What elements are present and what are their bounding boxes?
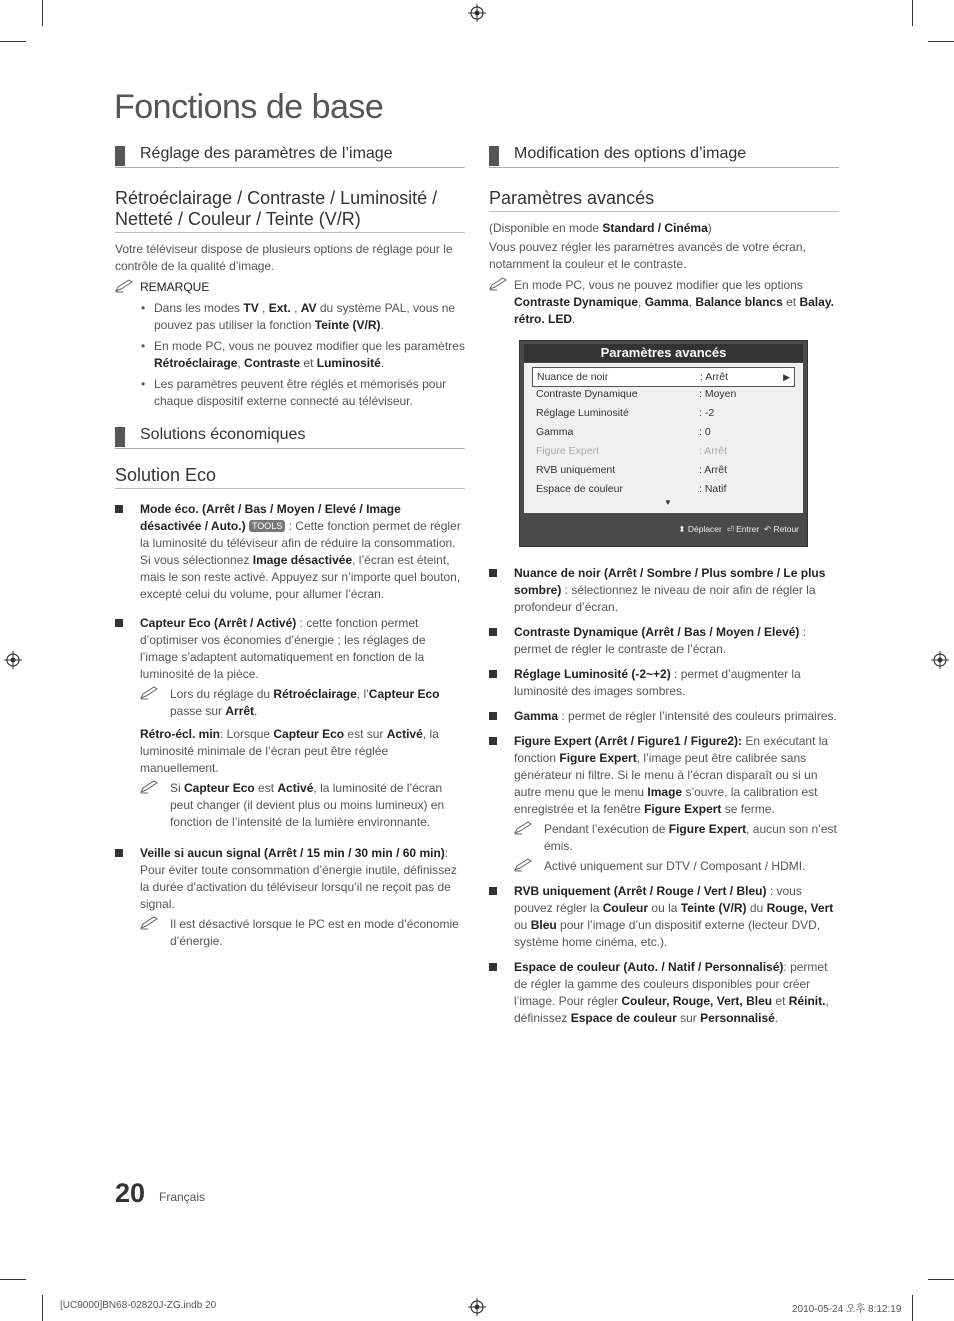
subheading: Rétroéclairage / Contraste / Luminosité / Netteté / Couleur / Teinte (V/R): [115, 188, 465, 233]
list-item: Veille si aucun signal (Arrêt / 15 min / 30 min / 60 min): Pour éviter toute consommation d’énergie inutile, définissez la durée d’activation du téléviseur lorsqu’il ne reçoit pas de signal. Il est désactivé lorsque le PC est en mode d’économie d’énergie.: [115, 845, 465, 950]
pencil-note-icon: [115, 279, 135, 293]
square-bullet-icon: [489, 887, 497, 895]
osd-menu-body: [524, 363, 803, 513]
remarque-list: [115, 300, 465, 410]
list-item: Gamma : permet de régler l’intensité des couleurs primaires.: [489, 708, 839, 725]
pencil-note-icon: [140, 916, 160, 930]
crop-mark: [928, 41, 954, 42]
crop-mark: [42, 0, 43, 26]
square-bullet-icon: [489, 670, 497, 678]
crop-mark: [912, 1295, 913, 1321]
bullet-dot-icon: •: [141, 339, 146, 353]
square-bullet-icon: [489, 569, 497, 577]
list-item: Figure Expert (Arrêt / Figure1 / Figure2): En exécutant la fonction Figure Expert, l’image peut être calibrée sans générateur ni filtre. Si le menu à l’écran disparaît ou si un autre menu que le menu Image s’ouvre, la calibration est enregistrée et la fenêtre Figure Expert se ferme. Pendant l’exécution de Figure Expert, aucun son n’est émis. Activé uniquement sur DTV / Composant / HDMI.: [489, 733, 839, 875]
square-bullet-icon: [489, 712, 497, 720]
osd-menu-row[interactable]: Gamma : 0: [536, 426, 711, 438]
osd-menu-row[interactable]: Espace de couleur : Natif: [536, 483, 727, 495]
section-heading-text: Réglage des paramètres de l’image: [140, 145, 393, 162]
square-bullet-icon: [489, 628, 497, 636]
remarque-label: REMARQUE: [140, 280, 210, 294]
list-item: • En mode PC, vous ne pouvez modifier que les paramètres Rétroéclairage, Contraste et Luminosité.: [141, 339, 465, 370]
registration-mark-icon: [468, 4, 486, 22]
pencil-note-icon: [489, 277, 509, 291]
page-number: 20: [115, 1178, 146, 1208]
bullet-dot-icon: •: [141, 377, 146, 391]
tools-badge: TOOLS: [249, 520, 285, 532]
list-item: Contraste Dynamique (Arrêt / Bas / Moyen / Elevé) : permet de régler le contraste de l’écran.: [489, 624, 839, 658]
section-heading: [115, 143, 465, 168]
left-column: [115, 143, 465, 958]
note: Activé uniquement sur DTV / Composant / HDMI.: [514, 858, 839, 875]
list-item: Nuance de noir (Arrêt / Sombre / Plus sombre / Le plus sombre) : sélectionnez le niveau de noir afin de régler la profondeur d’écran.: [489, 565, 839, 616]
note: Si Capteur Eco est Activé, la luminosité de l’écran peut changer (il devient plus ou moins lumineux) en fonction de l’intensité de la lumière environnante.: [140, 780, 465, 831]
section-heading: [489, 143, 839, 168]
square-bullet-icon: [115, 505, 123, 513]
crop-mark: [928, 1279, 954, 1280]
intro-text: Vous pouvez régler les paramètres avancés de votre écran, notamment la couleur et le contraste.: [489, 240, 806, 271]
osd-title: Paramètres avancés: [524, 344, 803, 362]
list-item: • Les paramètres peuvent être réglés et mémorisés pour chaque dispositif externe connecté au téléviseur.: [141, 377, 447, 408]
print-timestamp: 2010-05-24 오후 8:12:19: [792, 1304, 902, 1315]
subheading: Paramètres avancés: [489, 188, 839, 212]
print-file-info: [UC9000]BN68-02820J-ZG.indb 20: [60, 1300, 217, 1311]
return-icon: ↶: [763, 524, 772, 534]
section-bar: [115, 427, 125, 447]
subheading: Solution Eco: [115, 465, 465, 489]
osd-menu-row: Figure Expert : Arrêt: [536, 445, 728, 457]
square-bullet-icon: [115, 619, 123, 627]
osd-menu-row[interactable]: Contraste Dynamique : Moyen: [536, 388, 737, 400]
osd-menu-row[interactable]: RVB uniquement : Arrêt: [536, 464, 728, 476]
registration-mark-icon: [4, 651, 22, 669]
pencil-note-icon: [514, 858, 534, 872]
availability-text: (Disponible en mode Standard / Cinéma): [489, 221, 712, 235]
intro-text: Votre téléviseur dispose de plusieurs options de réglage pour le contrôle de la qualité d’image.: [115, 242, 453, 273]
note: Il est désactivé lorsque le PC est en mode d’économie d’énergie.: [140, 916, 465, 950]
note: Pendant l’exécution de Figure Expert, aucun son n’est émis.: [514, 821, 839, 855]
right-column: [489, 143, 839, 1035]
registration-mark-icon: [468, 1298, 486, 1316]
osd-menu-row[interactable]: Réglage Luminosité : -2: [536, 407, 715, 419]
section-bar: [489, 146, 499, 166]
section-heading-text: Solutions économiques: [140, 426, 306, 443]
crop-mark: [0, 1279, 26, 1280]
list-item: Capteur Eco (Arrêt / Activé) : cette fonction permet d’optimiser vos économies d’énergie ; les réglages de l’image s’adaptent automatiquement en fonction de la luminosité de la pièce. Lors du réglage du Rétroéclairage, l’Capteur Eco passe sur Arrêt. Rétro-écl. min: Lorsque Capteur Eco est sur Activé, la luminosité minimale de l’écran peut être réglée manuellement. Si Capteur Eco est Activé, la luminosité de l’écran peut changer (il devient plus ou moins lumineux) en fonction de l’intensité de la lumière environnante.: [115, 615, 465, 831]
section-bar: [115, 146, 125, 166]
crop-mark: [42, 1295, 43, 1321]
scroll-down-icon[interactable]: ▼: [664, 498, 672, 507]
list-item: Réglage Luminosité (-2~+2) : permet d’augmenter la luminosité des images sombres.: [489, 666, 839, 700]
note: Lors du réglage du Rétroéclairage, l’Capteur Eco passe sur Arrêt.: [140, 686, 465, 720]
square-bullet-icon: [489, 963, 497, 971]
crop-mark: [0, 41, 26, 42]
osd-footer: ⬍ Déplacer ⏎ Entrer ↶ Retour: [678, 524, 799, 534]
osd-menu-screenshot: [519, 340, 808, 547]
square-bullet-icon: [489, 737, 497, 745]
crop-mark: [912, 0, 913, 26]
move-arrows-icon: ⬍: [678, 524, 686, 534]
pencil-note-icon: [140, 686, 160, 700]
section-heading: [115, 424, 465, 449]
registration-mark-icon: [931, 651, 949, 669]
enter-icon: ⏎: [726, 524, 734, 534]
pencil-note-icon: [140, 780, 160, 794]
square-bullet-icon: [115, 849, 123, 857]
osd-menu-row[interactable]: Nuance de noir : Arrêt ▶: [532, 367, 795, 387]
list-item: Mode éco. (Arrêt / Bas / Moyen / Elevé / Image désactivée / Auto.) TOOLS : Cette fonction permet de régler la luminosité du téléviseur afin de réduire la consommation. Si vous sélectionnez Image désactivée, l’écran est éteint, mais le son reste activé. Appuyez sur n’importe quel bouton, excepté celui du volume, pour allumer l’écran.: [115, 501, 465, 603]
list-item: Espace de couleur (Auto. / Natif / Personnalisé): permet de régler la gamme des couleurs disponibles pour créer l’image. Pour régler Couleur, Rouge, Vert, Bleu et Réinit., définissez Espace de couleur sur Personnalisé.: [489, 959, 839, 1027]
arrow-right-icon: ▶: [783, 372, 790, 382]
list-item: RVB uniquement (Arrêt / Rouge / Vert / Bleu) : vous pouvez régler la Couleur ou la Teinte (V/R) du Rouge, Vert ou Bleu pour l’image d’un dispositif externe (lecteur DVD, système home cinéma, etc.).: [489, 883, 839, 951]
section-heading-text: Modification des options d’image: [514, 145, 747, 162]
pc-note: En mode PC, vous ne pouvez modifier que les options Contraste Dynamique, Gamma, Balance blancs et Balay. rétro. LED.: [489, 277, 839, 328]
remarque-note: [115, 279, 465, 296]
bullet-dot-icon: •: [141, 301, 146, 315]
retro-min-text: Rétro-écl. min: Lorsque Capteur Eco est sur Activé, la luminosité minimale de l’écran peut être réglée manuellement.: [140, 727, 439, 775]
page-language: Français: [159, 1190, 206, 1204]
page-title: Fonctions de base: [114, 88, 384, 126]
list-item: • Dans les modes TV , Ext. , AV du système PAL, vous ne pouvez pas utiliser la fonction Teinte (V/R).: [141, 301, 456, 332]
pencil-note-icon: [514, 821, 534, 835]
